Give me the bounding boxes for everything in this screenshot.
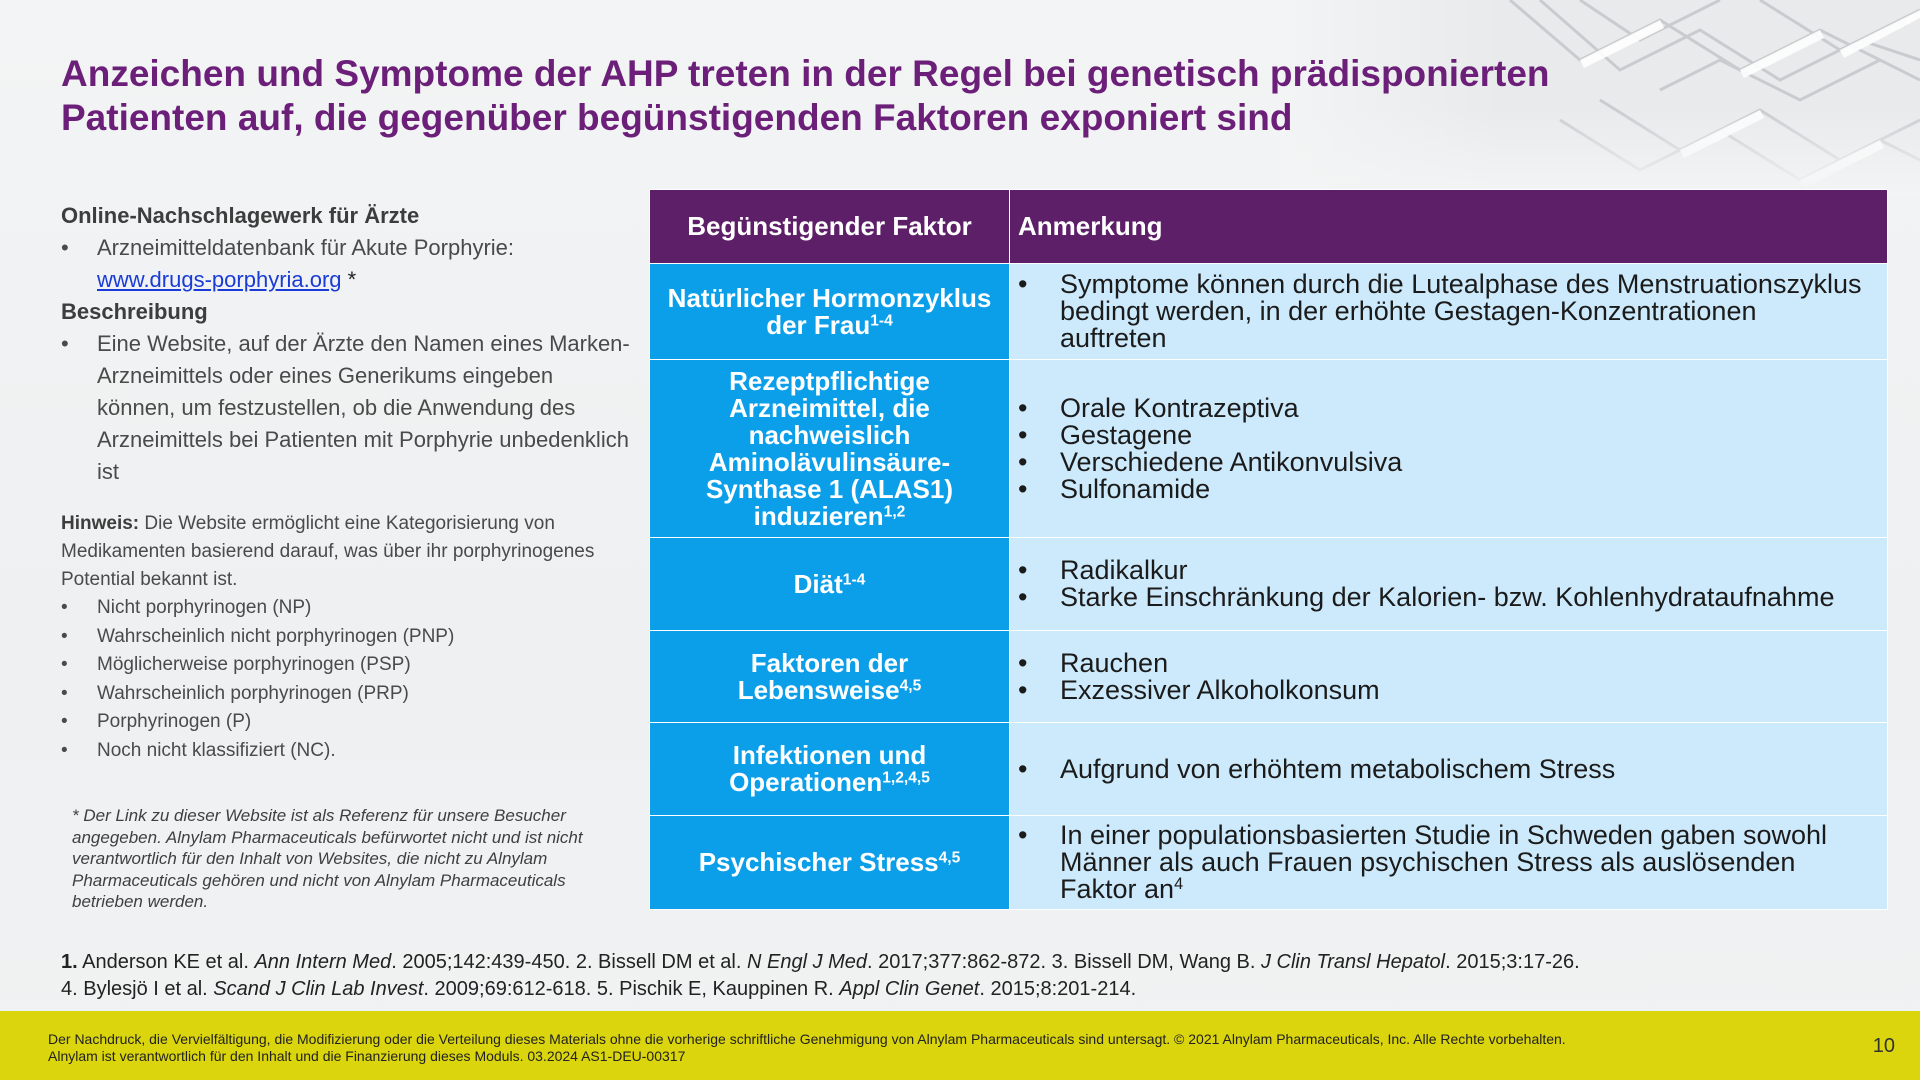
list-item: • In einer populationsbasierten Studie in Schweden gaben sowohl Männer als auch Frauen psychischen Stress als auslösenden Faktor $an^4$	[1018, 820, 1828, 904]
database-label: Arzneimitteldatenbank für Akute Porphyrie:	[97, 235, 515, 260]
list-item: • Exzessiver Alkoholkonsum	[1018, 674, 1380, 705]
section-heading-description: Beschreibung	[61, 299, 208, 324]
factor-cell: Faktoren der Lebensweise$^{4,5}$	[650, 631, 1010, 723]
bullet-icon: •	[61, 331, 69, 356]
list-item: • Orale Kontrazeptiva	[1018, 392, 1299, 423]
description-text: Eine Website, auf der Ärzte den Namen eines Marken-Arzneimittels oder eines Generikums eingeben können, um festzustellen, ob die Anwendung des Arzneimittels bei Patienten mit Porphyrie unbedenklich ist	[97, 331, 630, 484]
note-cell	[1010, 816, 1888, 910]
note-cell	[1010, 723, 1888, 816]
list-item: • Symptome können durch die Lutealphase des Menstruationszyklus bedingt werden, in der erhöhte Gestagen-Konzentrationen auftreten	[1018, 269, 1862, 353]
disclaimer-text: * Der Link zu dieser Website ist als Referenz für unsere Besucher angegeben. Alnylam Pharmaceuticals befürwortet nicht und ist nicht verantwortlich für den Inhalt von Websites, die nicht zu Alnylam Pharmaceuticals gehören und nicht von Alnylam Pharmaceuticals betrieben werden.	[72, 806, 583, 911]
note-cell	[1010, 538, 1888, 631]
factor-cell: Diät$^{1-4}$	[650, 538, 1010, 631]
header-factor: Begünstigender Faktor	[650, 190, 1010, 264]
reference-panel	[61, 200, 631, 765]
table-row	[650, 264, 1888, 360]
note-cell	[1010, 360, 1888, 538]
table-row	[650, 360, 1888, 538]
list-item: • Gestagene	[1018, 419, 1193, 450]
hint-text: Die Website ermöglicht eine Kategorisierung von Medikamenten basierend darauf, was über ihr porphyrinogenes Potential bekannt ist.	[61, 513, 595, 590]
references	[61, 949, 1881, 1003]
list-item: • Starke Einschränkung der Kalorien- bzw. Kohlenhydrataufnahme	[1018, 582, 1835, 612]
footer-bar	[0, 1011, 1920, 1080]
drugs-porphyria-link[interactable]: www.drugs-porphyria.org	[97, 267, 342, 292]
table-header-row	[650, 190, 1888, 264]
category-list	[61, 594, 631, 765]
list-item: • Radikalkur	[1018, 555, 1188, 585]
note-cell	[1010, 631, 1888, 723]
list-item	[61, 232, 631, 296]
page-number: 10	[1872, 1035, 1895, 1057]
hint-paragraph	[61, 510, 631, 594]
list-item: • Aufgrund von erhöhtem metabolischem Stress	[1018, 753, 1616, 784]
reference-line-1: 1. Anderson KE et al. Ann Intern Med. 2005;142:439-450. 2. Bissell DM et al. N Engl J Med. 2017;377:862-872. 3. Bissell DM, Wang B. J Clin Transl Hepatol. 2015;3:17-26.	[61, 951, 1580, 973]
table-row	[650, 631, 1888, 723]
note-cell	[1010, 264, 1888, 360]
factor-table	[649, 189, 1888, 910]
table-row	[650, 816, 1888, 910]
list-item: • Verschiedene Antikonvulsiva	[1018, 446, 1403, 477]
list-item: • Rauchen	[1018, 647, 1169, 678]
factor-cell: Psychischer Stress$^{4,5}$	[650, 816, 1010, 910]
category-item: • Möglicherweise porphyrinogen (PSP)	[61, 654, 411, 675]
factor-cell: Rezeptpflichtige Arzneimittel, die nachweislich Aminolävulinsäure-Synthase 1 (ALAS1) induzieren$^{1,2}$	[650, 360, 1010, 538]
bullet-icon: •	[61, 235, 69, 260]
reference-line-2: 4. Bylesjö I et al. Scand J Clin Lab Invest. 2009;69:612-618. 5. Pischik E, Kauppinen R. Appl Clin Genet. 2015;8:201-214.	[61, 978, 1137, 1000]
table-row	[650, 538, 1888, 631]
table-row	[650, 723, 1888, 816]
header-note: Anmerkung	[1010, 190, 1888, 264]
category-item: • Nicht porphyrinogen (NP)	[61, 597, 312, 618]
list-item	[61, 328, 631, 488]
list-item: • Sulfonamide	[1018, 473, 1211, 504]
factor-cell: Natürlicher Hormonzyklus der Frau$^{1-4}$	[650, 264, 1010, 360]
category-item: • Wahrscheinlich nicht porphyrinogen (PNP)	[61, 625, 455, 647]
copyright-text: Der Nachdruck, die Vervielfältigung, die Modifizierung oder die Verteilung dieses Materials ohne die vorherige schriftliche Genehmigung von Alnylam Pharmaceuticals sind untersagt. © 2021 Alnylam Pharmaceuticals, Inc. Alle Rechte vorbehalten. Alnylam ist verantwortlich für den Inhalt und die Finanzierung dieses Moduls. 03.2024 AS1-DEU-00317	[48, 1031, 1566, 1064]
link-asterisk: *	[341, 267, 357, 292]
category-item: • Noch nicht klassifiziert (NC).	[61, 739, 336, 761]
category-item: • Porphyrinogen (P)	[61, 711, 252, 732]
slide-title: Anzeichen und Symptome der AHP treten in der Regel bei genetisch prädisponierten Patienten auf, die gegenüber begünstigenden Faktoren exponiert sind	[61, 53, 1550, 138]
hint-label: Hinweis:	[61, 513, 140, 534]
category-item: • Wahrscheinlich porphyrinogen (PRP)	[61, 682, 409, 704]
factor-cell: Infektionen und Operationen$^{1,2,4,5}$	[650, 723, 1010, 816]
section-heading-online: Online-Nachschlagewerk für Ärzte	[61, 203, 420, 228]
